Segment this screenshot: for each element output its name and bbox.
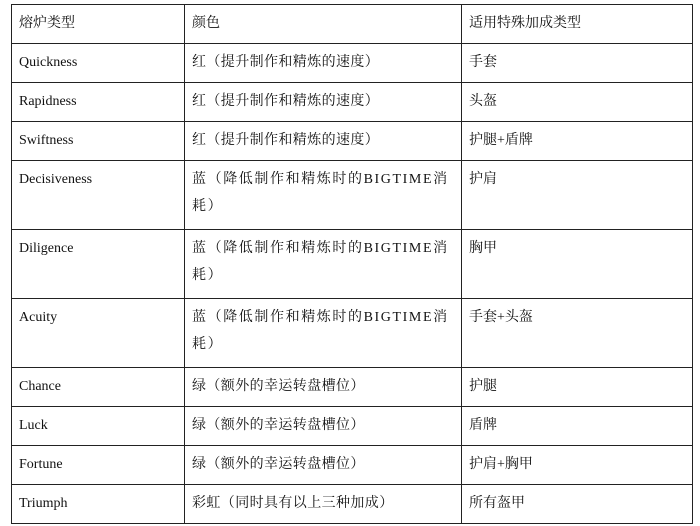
table-header-row bbox=[12, 5, 693, 44]
color-cell: 绿（额外的幸运转盘槽位） bbox=[185, 446, 462, 485]
header-furnace-type: 熔炉类型 bbox=[12, 5, 185, 44]
furnace-type-cell: Quickness bbox=[12, 44, 185, 83]
bonus-cell: 所有盔甲 bbox=[462, 485, 693, 524]
furnace-type-cell: Fortune bbox=[12, 446, 185, 485]
color-cell: 红（提升制作和精炼的速度） bbox=[185, 122, 462, 161]
table-row bbox=[12, 122, 693, 161]
color-cell: 红（提升制作和精炼的速度） bbox=[185, 83, 462, 122]
furnace-table-container bbox=[11, 4, 692, 524]
table-row bbox=[12, 161, 693, 230]
bonus-cell: 头盔 bbox=[462, 83, 693, 122]
bonus-cell: 护肩 bbox=[462, 161, 693, 230]
color-cell: 蓝（降低制作和精炼时的BIGTIME消耗） bbox=[185, 299, 462, 368]
furnace-type-cell: Luck bbox=[12, 407, 185, 446]
furnace-type-cell: Chance bbox=[12, 368, 185, 407]
table-row bbox=[12, 485, 693, 524]
table-row bbox=[12, 230, 693, 299]
table-row bbox=[12, 368, 693, 407]
furnace-type-cell: Rapidness bbox=[12, 83, 185, 122]
furnace-type-table bbox=[11, 4, 693, 524]
bonus-cell: 护腿+盾牌 bbox=[462, 122, 693, 161]
table-row bbox=[12, 446, 693, 485]
furnace-type-cell: Decisiveness bbox=[12, 161, 185, 230]
header-color: 颜色 bbox=[185, 5, 462, 44]
table-row bbox=[12, 83, 693, 122]
furnace-type-cell: Triumph bbox=[12, 485, 185, 524]
furnace-type-cell: Acuity bbox=[12, 299, 185, 368]
bonus-cell: 盾牌 bbox=[462, 407, 693, 446]
bonus-cell: 护肩+胸甲 bbox=[462, 446, 693, 485]
table-row bbox=[12, 44, 693, 83]
color-cell: 彩虹（同时具有以上三种加成） bbox=[185, 485, 462, 524]
header-bonus-type: 适用特殊加成类型 bbox=[462, 5, 693, 44]
table-row bbox=[12, 299, 693, 368]
table-row bbox=[12, 407, 693, 446]
color-cell: 蓝（降低制作和精炼时的BIGTIME消耗） bbox=[185, 230, 462, 299]
bonus-cell: 胸甲 bbox=[462, 230, 693, 299]
furnace-type-cell: Diligence bbox=[12, 230, 185, 299]
color-cell: 蓝（降低制作和精炼时的BIGTIME消耗） bbox=[185, 161, 462, 230]
color-cell: 绿（额外的幸运转盘槽位） bbox=[185, 368, 462, 407]
color-cell: 绿（额外的幸运转盘槽位） bbox=[185, 407, 462, 446]
bonus-cell: 手套 bbox=[462, 44, 693, 83]
color-cell: 红（提升制作和精炼的速度） bbox=[185, 44, 462, 83]
bonus-cell: 护腿 bbox=[462, 368, 693, 407]
furnace-type-cell: Swiftness bbox=[12, 122, 185, 161]
bonus-cell: 手套+头盔 bbox=[462, 299, 693, 368]
